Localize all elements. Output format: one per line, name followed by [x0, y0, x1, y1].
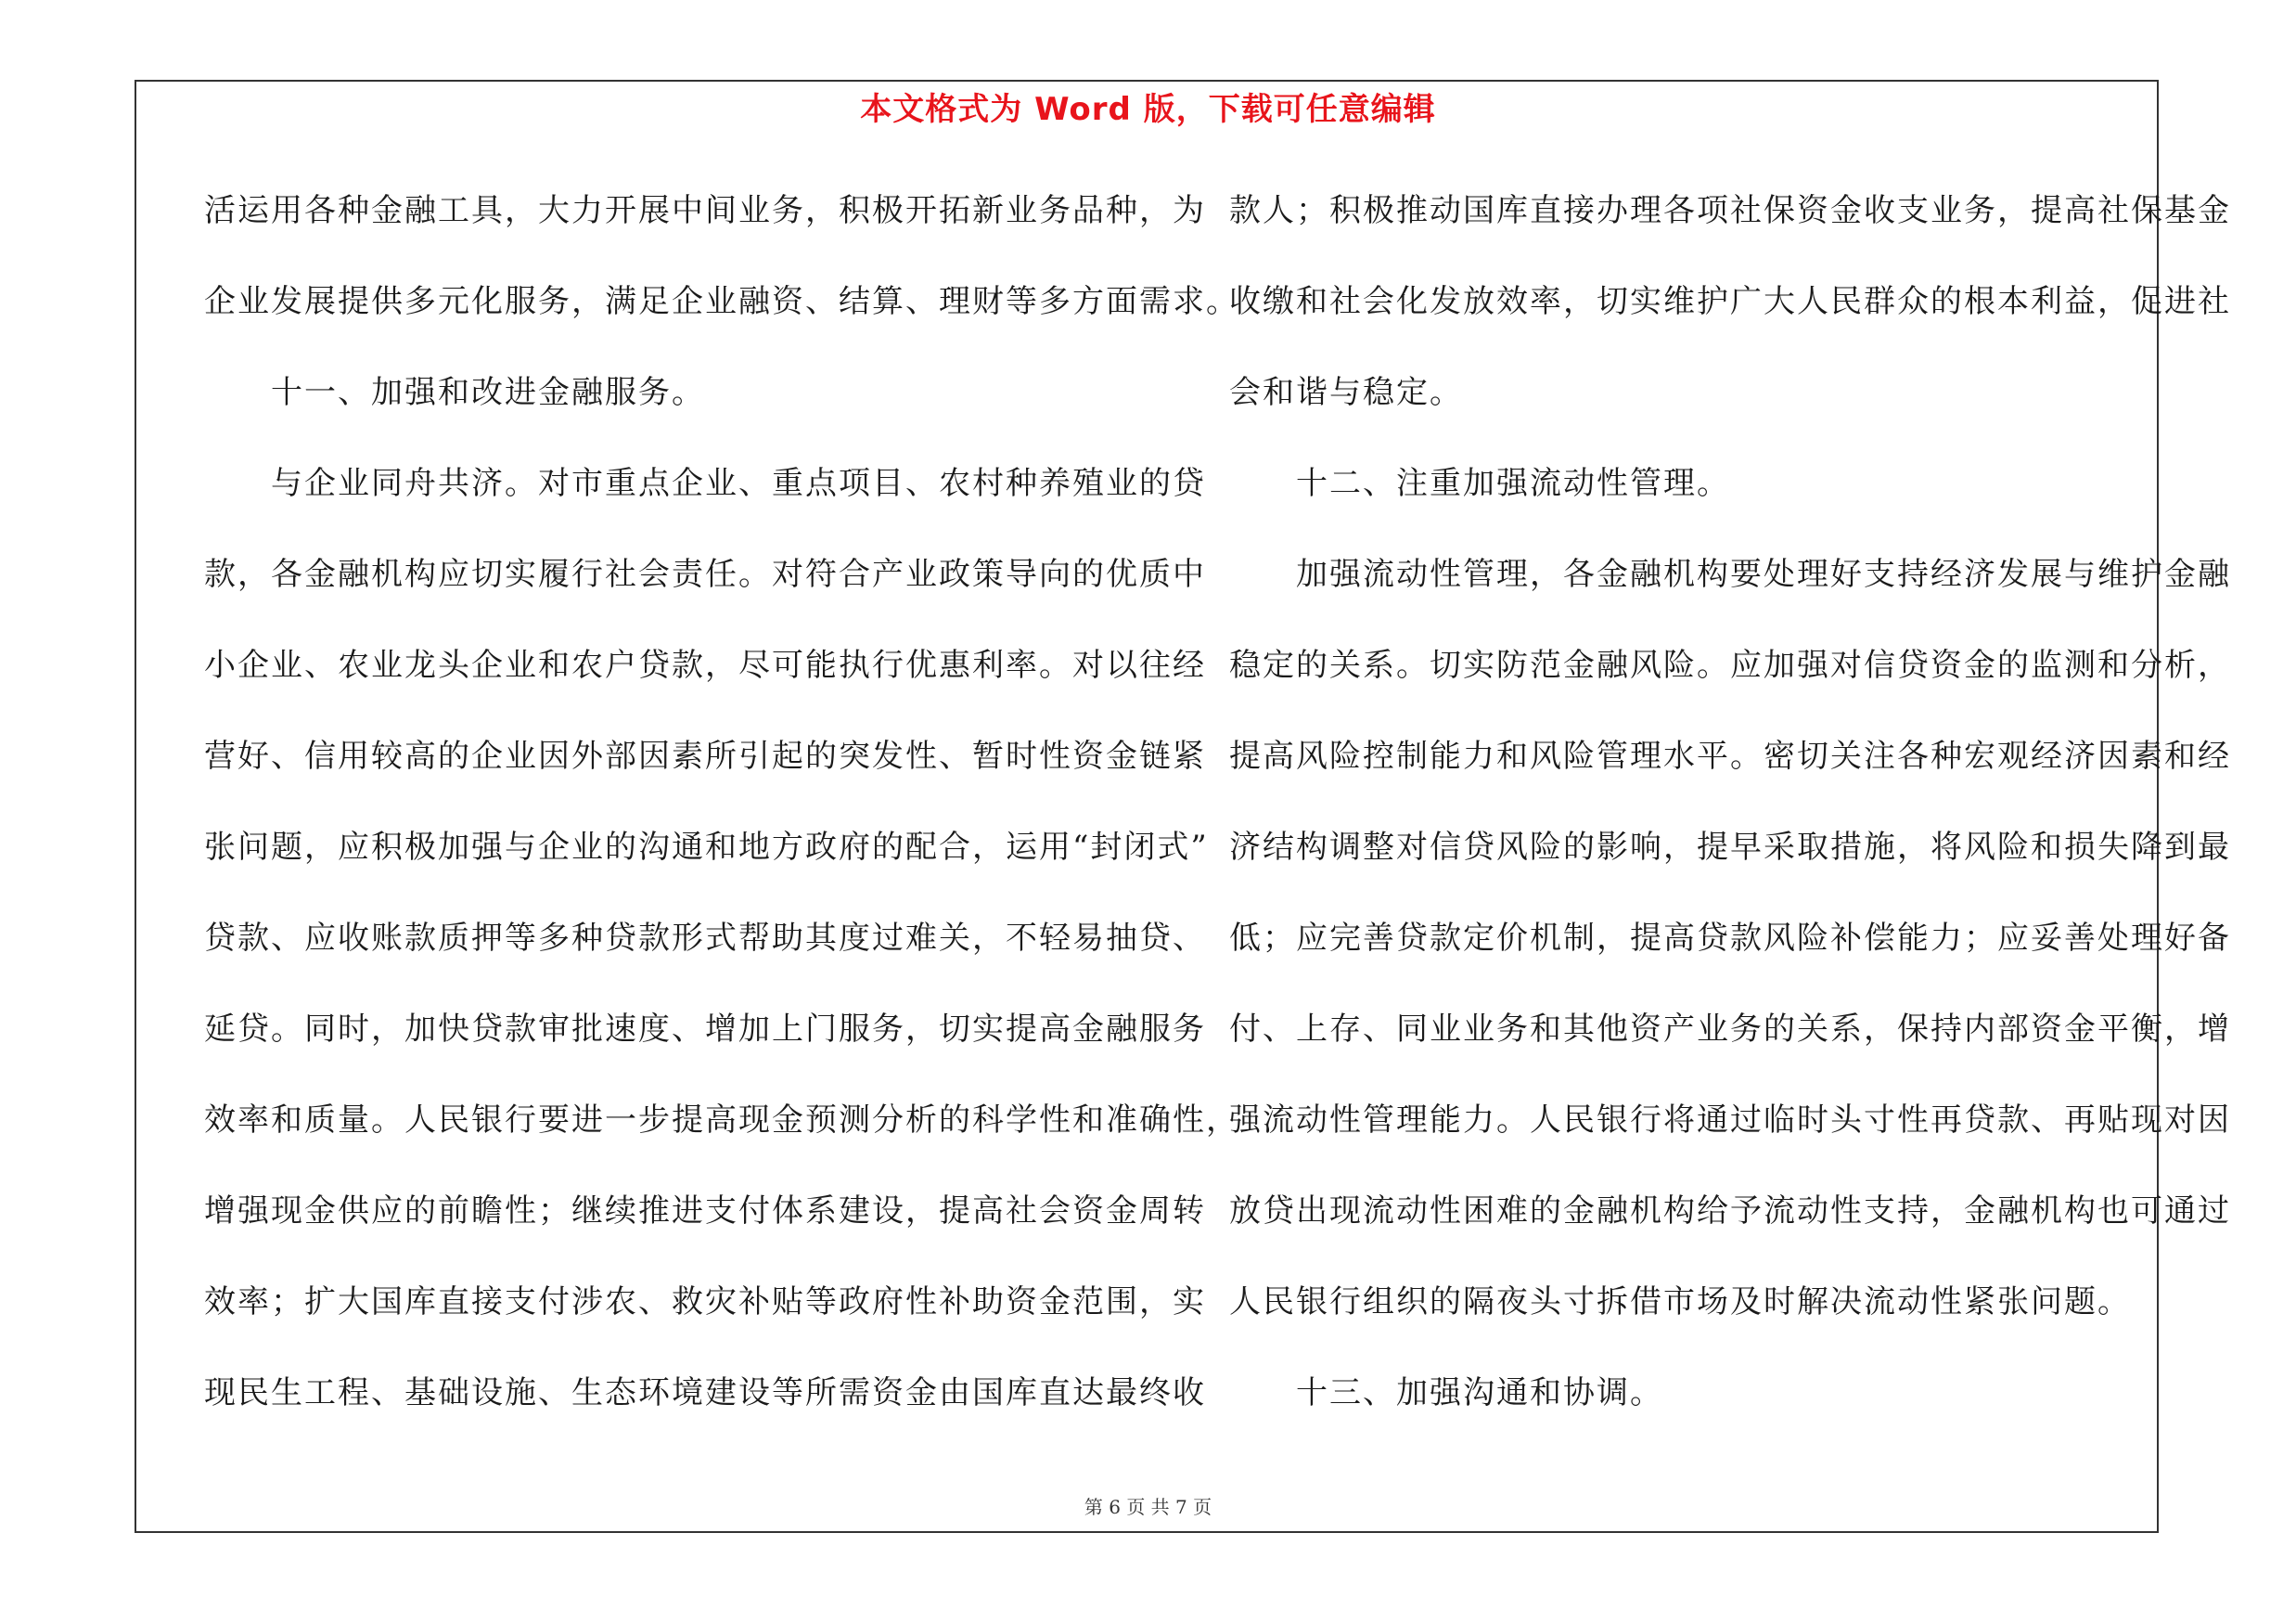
left-column [204, 182, 1239, 1455]
section-heading: 十二、注重加强流动性管理。 [1229, 465, 1730, 502]
text-line: 提高风险控制能力和风险管理水平。密切关注各种宏观经济因素和经 [1229, 738, 2231, 775]
text-line: 企业发展提供多元化服务，满足企业融资、结算、理财等多方面需求。 [204, 283, 1239, 320]
text-line: 款人；积极推动国库直接办理各项社保资金收支业务，提高社保基金 [1229, 192, 2231, 229]
text-line: 稳定的关系。切实防范金融风险。应加强对信贷资金的监测和分析， [1229, 647, 2231, 684]
text-line: 与企业同舟共济。对市重点企业、重点项目、农村种养殖业的贷 [204, 465, 1206, 502]
text-line: 现民生工程、基础设施、生态环境建设等所需资金由国库直达最终收 [204, 1374, 1206, 1411]
format-banner: 本文格式为 Word 版，下载可任意编辑 [860, 91, 1436, 128]
text-line: 贷款、应收账款质押等多种贷款形式帮助其度过难关，不轻易抽贷、 [204, 920, 1206, 957]
text-line: 小企业、农业龙头企业和农户贷款，尽可能执行优惠利率。对以往经 [204, 647, 1206, 684]
text-line: 付、上存、同业业务和其他资产业务的关系，保持内部资金平衡，增 [1229, 1011, 2231, 1048]
section-heading: 十一、加强和改进金融服务。 [204, 374, 705, 411]
text-line: 强流动性管理能力。人民银行将通过临时头寸性再贷款、再贴现对因 [1229, 1101, 2231, 1139]
text-line: 低；应完善贷款定价机制，提高贷款风险补偿能力；应妥善处理好备 [1229, 920, 2231, 957]
text-line: 效率；扩大国库直接支付涉农、救灾补贴等政府性补助资金范围，实 [204, 1283, 1206, 1320]
text-line: 会和谐与稳定。 [1229, 374, 1463, 411]
text-line: 款，各金融机构应切实履行社会责任。对符合产业政策导向的优质中 [204, 556, 1206, 593]
text-line: 加强流动性管理，各金融机构要处理好支持经济发展与维护金融 [1229, 556, 2231, 593]
text-line: 增强现金供应的前瞻性；继续推进支付体系建设，提高社会资金周转 [204, 1192, 1206, 1230]
page-number: 第 6 页 共 7 页 [1084, 1496, 1212, 1518]
text-line: 济结构调整对信贷风险的影响，提早采取措施，将风险和损失降到最 [1229, 829, 2231, 866]
text-line: 效率和质量。人民银行要进一步提高现金预测分析的科学性和准确性， [204, 1101, 1239, 1139]
text-line: 活运用各种金融工具，大力开展中间业务，积极开拓新业务品种，为 [204, 192, 1206, 229]
section-heading: 十三、加强沟通和协调。 [1229, 1374, 1663, 1411]
text-line: 人民银行组织的隔夜头寸拆借市场及时解决流动性紧张问题。 [1229, 1283, 2131, 1320]
text-line: 放贷出现流动性困难的金融机构给予流动性支持，金融机构也可通过 [1229, 1192, 2231, 1230]
right-column [1229, 182, 2231, 1455]
text-line: 收缴和社会化发放效率，切实维护广大人民群众的根本利益，促进社 [1229, 283, 2231, 320]
text-line: 营好、信用较高的企业因外部因素所引起的突发性、暂时性资金链紧 [204, 738, 1206, 775]
text-line: 延贷。同时，加快贷款审批速度、增加上门服务，切实提高金融服务 [204, 1011, 1206, 1048]
text-line: 张问题，应积极加强与企业的沟通和地方政府的配合，运用“封闭式” [204, 829, 1209, 866]
